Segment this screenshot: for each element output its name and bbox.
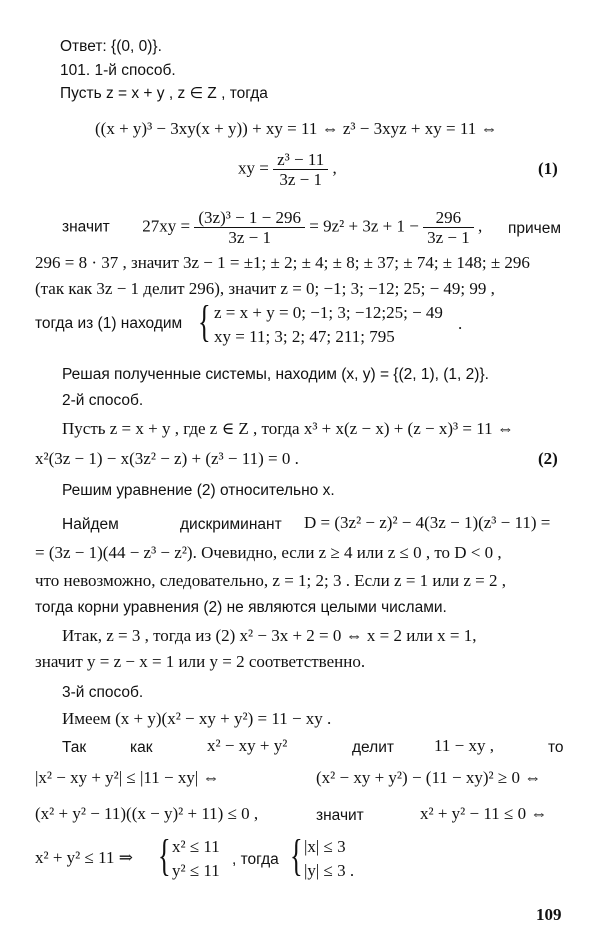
z-cases-line: что невозможно, следовательно, z = 1; 2; 3 . Если z = 1 или z = 2 ,: [35, 571, 506, 590]
answer-line: Ответ: {(0, 0)}.: [60, 38, 162, 55]
equation-number-1: (1): [538, 159, 558, 178]
system-row-2: xy = 11; 3; 2; 47; 211; 795: [214, 327, 395, 346]
fraction-296-numerator: 296: [423, 208, 474, 228]
sum-squares-inequality: x² + y² − 11 ≤ 0 ⇔: [420, 804, 548, 823]
solve-intro: Решим уравнение (2) относительно x.: [62, 482, 335, 499]
eq1-lhs: xy =: [238, 158, 269, 178]
discriminant-factored: = (3z − 1)(44 − z³ − z²). Очевидно, если z ≥ 4 или z ≤ 0 , то D < 0 ,: [35, 543, 502, 562]
word-naidem: Найдем: [62, 516, 119, 533]
bound-implication: x² + y² ≤ 11 ⇒: [35, 848, 133, 867]
abs-inequality: |x² − xy + y²| ≤ |11 − xy| ⇔: [35, 768, 220, 787]
fraction-27xy-numerator: (3z)³ − 1 − 296: [194, 208, 305, 228]
divisor-expression: x² − xy + y²: [207, 736, 288, 755]
product-inequality: (x² + y² − 11)((x − y)² + 11) ≤ 0 ,: [35, 804, 259, 823]
method1-intro: Пусть z = x + y , z ∈ Z , тогда: [60, 85, 268, 102]
system-dot: .: [458, 314, 463, 333]
word-togda: , тогда: [232, 851, 279, 868]
lhs-27xy: 27xy =: [142, 216, 191, 236]
solutions-line: Решая полученные системы, находим (x, y) = {(2, 1), (1, 2)}.: [62, 366, 489, 383]
z3-case-line: Итак, z = 3 , тогда из (2) x² − 3x + 2 = 0 ⇔ x = 2 или x = 1,: [62, 626, 477, 645]
word-znachit: значит: [62, 218, 110, 236]
abs-system-row-2: |y| ≤ 3 .: [304, 861, 355, 880]
expansion-equation: ((x + y)³ − 3xy(x + y)) + xy = 11 ⇔ z³ − 3xyz + xy = 11 ⇔: [95, 119, 498, 138]
eq1-tail: ,: [332, 158, 337, 178]
eq1-numerator: z³ − 11: [273, 150, 328, 170]
system-intro: тогда из (1) находим: [35, 315, 183, 332]
equation-2: x²(3z − 1) − x(3z² − z) + (z³ − 11) = 0 .: [35, 449, 299, 468]
equation-number-2: (2): [538, 449, 558, 468]
bound-system-row-1: x² ≤ 11: [172, 837, 220, 856]
bound-system-brace: {: [158, 831, 171, 880]
bound-system-row-2: y² ≤ 11: [172, 861, 220, 880]
word-delit: делит: [352, 739, 394, 756]
system-brace: {: [198, 297, 211, 346]
eq1-denominator: 3z − 1: [279, 170, 322, 189]
fraction-296-denominator: 3z − 1: [427, 228, 470, 247]
fraction-27xy-denominator: 3z − 1: [228, 228, 272, 247]
method3-heading: 3-й способ.: [62, 684, 144, 701]
method2-intro: Пусть z = x + y , где z ∈ Z , тогда x³ + x(z − x) + (z − x)³ = 11 ⇔: [62, 419, 514, 438]
fraction-27xy: [194, 208, 305, 247]
word-to: то: [548, 739, 564, 756]
method3-identity: Имеем (x + y)(x² − xy + y²) = 11 − xy .: [62, 709, 332, 728]
word-tak: Так: [62, 739, 87, 756]
discriminant-formula: D = (3z² − z)² − 4(3z − 1)(z³ − 11) =: [304, 513, 551, 532]
fraction-296: [423, 208, 474, 247]
abs-system-row-1: |x| ≤ 3: [304, 837, 346, 856]
divisors-line: 296 = 8 · 37 , значит 3z − 1 = ±1; ± 2; ± 4; ± 8; ± 37; ± 74; ± 148; ± 296: [35, 253, 530, 272]
word-prichem: причем: [508, 220, 562, 237]
substitution-line: [62, 208, 482, 247]
eq1-fraction: [273, 150, 328, 189]
page-number: 109: [536, 905, 562, 924]
squared-inequality: (x² − xy + y²) − (11 − xy)² ≥ 0 ⇔: [316, 768, 542, 787]
non-integer-roots: тогда корни уравнения (2) не являются целыми числами.: [35, 599, 447, 616]
problem-heading: 101. 1-й способ.: [60, 62, 176, 79]
z-values-line: (так как 3z − 1 делит 296), значит z = 0; −1; 3; −12; 25; − 49; 99 ,: [35, 279, 495, 298]
comma: ,: [477, 216, 483, 236]
abs-system-brace: {: [290, 831, 303, 880]
dividend-expression: 11 − xy ,: [434, 736, 494, 755]
system-row-1: z = x + y = 0; −1; 3; −12;25; − 49: [214, 303, 443, 322]
polynomial-part: = 9z² + 3z + 1 −: [309, 216, 419, 236]
method2-heading: 2-й способ.: [62, 392, 144, 409]
word-discriminant: дискриминант: [180, 516, 282, 533]
word-kak: как: [130, 739, 153, 756]
equation-1: [238, 150, 337, 189]
word-znachit-2: значит: [316, 807, 364, 824]
y-values-line: значит y = z − x = 1 или y = 2 соответственно.: [35, 652, 366, 671]
